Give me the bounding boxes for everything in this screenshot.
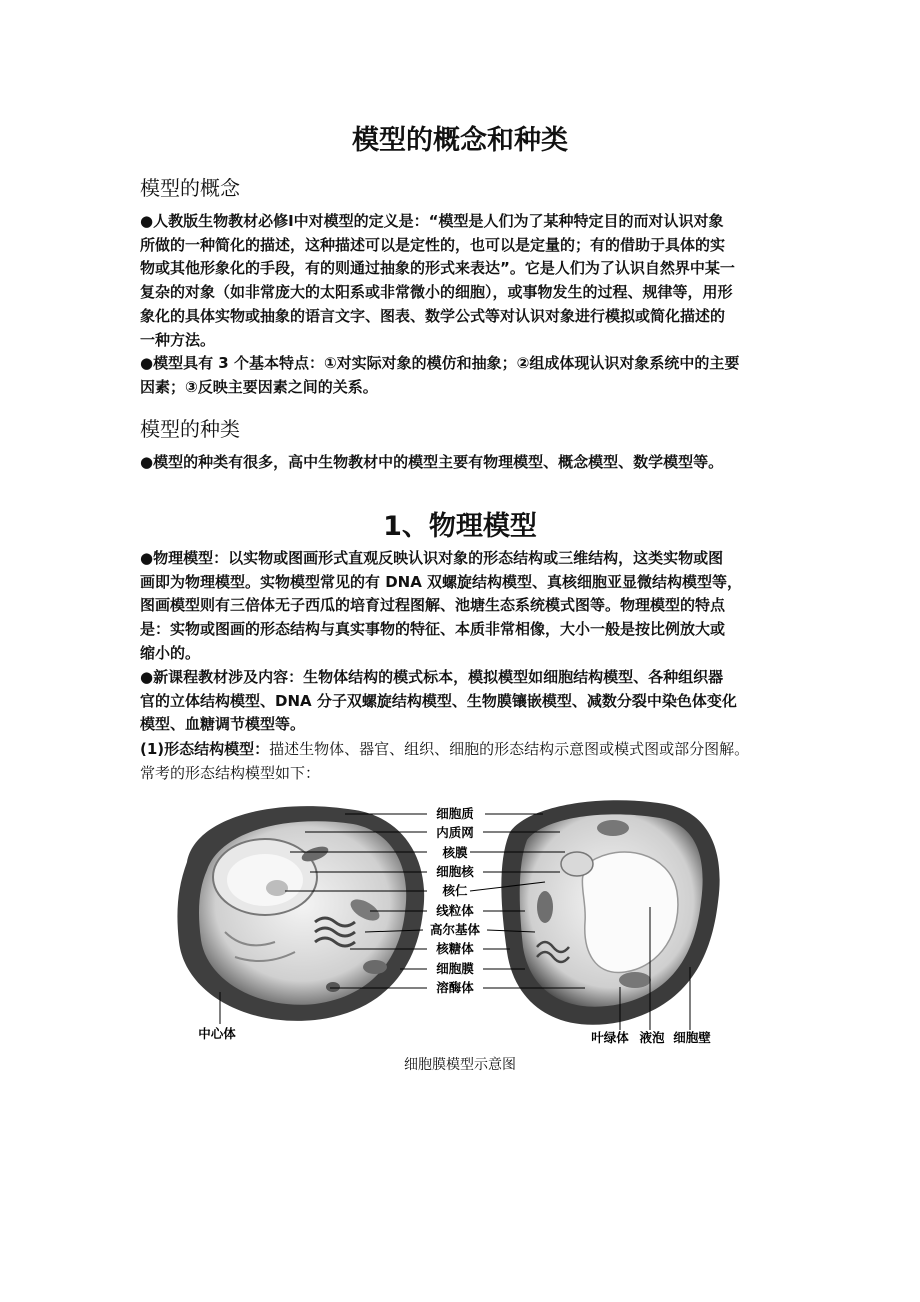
types-heading: 模型的种类 (140, 417, 240, 441)
text-line: 物或其他形象化的手段，有的则通过抽象的形式来表达”。它是人们为了认识自然界中某一 (140, 259, 735, 278)
page-title: 模型的概念和种类 (352, 125, 568, 156)
physical-paragraph-1 (140, 547, 784, 666)
text-line: ●模型具有 3 个基本特点：①对实际对象的模仿和抽象；②组成体现认识对象系统中的主要 (140, 354, 740, 372)
physical-paragraph-2 (140, 666, 784, 737)
figure-label: 溶酶体 (436, 980, 474, 995)
figure-label: 高尔基体 (429, 922, 481, 937)
figure-label: 内质网 (436, 825, 474, 840)
text-line: 官的立体结构模型、DNA 分子双螺旋结构模型、生物膜镶嵌模型、减数分裂中染色体变化 (140, 691, 737, 710)
subsection-label: (1)形态结构模型： (140, 740, 270, 758)
animal-cell-illustration (177, 806, 424, 1021)
physical-model-heading: 1、物理模型 (383, 511, 537, 542)
concept-paragraph-2 (140, 352, 784, 399)
figure-label-vacuole: 液泡 (639, 1030, 665, 1045)
cell-structure-figure (165, 792, 740, 1050)
text-line: 图画模型则有三倍体无子西瓜的培育过程图解、池塘生态系统模式图等。物理模型的特点 (140, 596, 726, 615)
text-line: 常考的形态结构模型如下： (140, 763, 321, 782)
text-line: 象化的具体实物或抽象的语言文字、图表、数学公式等对认识对象进行模拟或简化描述的 (140, 306, 726, 325)
text-line: ●新课程教材涉及内容：生物体结构的模式标本，模拟模型如细胞结构模型、各种组织器 (140, 668, 724, 686)
concept-paragraph-1 (140, 210, 784, 352)
text-line: 模型、血糖调节模型等。 (140, 715, 306, 734)
text-line: 所做的一种简化的描述，这种描述可以是定性的，也可以是定量的；有的借助于具体的实 (140, 235, 726, 254)
text-line (140, 738, 800, 762)
text-line: 画即为物理模型。实物模型常见的有 DNA 双螺旋结构模型、真核细胞亚显微结构模型等， (140, 572, 743, 591)
text-span: 描述生物体、器官、组织、细胞的形态结构示意图或模式图或部分图解。 (269, 740, 750, 758)
figure-label: 细胞核 (436, 864, 474, 879)
figure-label: 细胞质 (436, 806, 474, 821)
figure-label: 细胞膜 (436, 961, 474, 976)
text-line: 复杂的对象（如非常庞大的太阳系或非常微小的细胞），或事物发生的过程、规律等，用形 (140, 283, 733, 302)
figure-label-chloroplast: 叶绿体 (591, 1030, 629, 1045)
text-line: 是：实物或图画的形态结构与真实事物的特征、本质非常相像，大小一般是按比例放大或 (140, 620, 726, 639)
text-line: 因素；③反映主要因素之间的关系。 (140, 377, 378, 396)
figure-label-cell-wall: 细胞壁 (673, 1030, 711, 1045)
text-line: 缩小的。 (140, 643, 201, 662)
text-line: ●人教版生物教材必修Ⅰ中对模型的定义是：“模型是人们为了某种特定目的而对认识对象 (140, 212, 724, 230)
figure-label: 线粒体 (436, 903, 474, 918)
figure-label-centrosome: 中心体 (198, 1026, 236, 1041)
types-paragraph (140, 451, 784, 475)
text-line: 一种方法。 (140, 330, 216, 349)
text-line: ●模型的种类有很多，高中生物教材中的模型主要有物理模型、概念模型、数学模型等。 (140, 453, 724, 471)
concept-heading: 模型的概念 (140, 176, 240, 200)
figure-caption: 细胞膜模型示意图 (404, 1057, 516, 1073)
figure-label: 核糖体 (436, 941, 474, 956)
physical-paragraph-3 (140, 738, 800, 785)
figure-label: 核仁 (442, 883, 468, 898)
text-line: ●物理模型：以实物或图画形式直观反映认识对象的形态结构或三维结构，这类实物或图 (140, 549, 724, 567)
figure-label: 核膜 (442, 845, 468, 860)
plant-cell-illustration (501, 800, 719, 1025)
